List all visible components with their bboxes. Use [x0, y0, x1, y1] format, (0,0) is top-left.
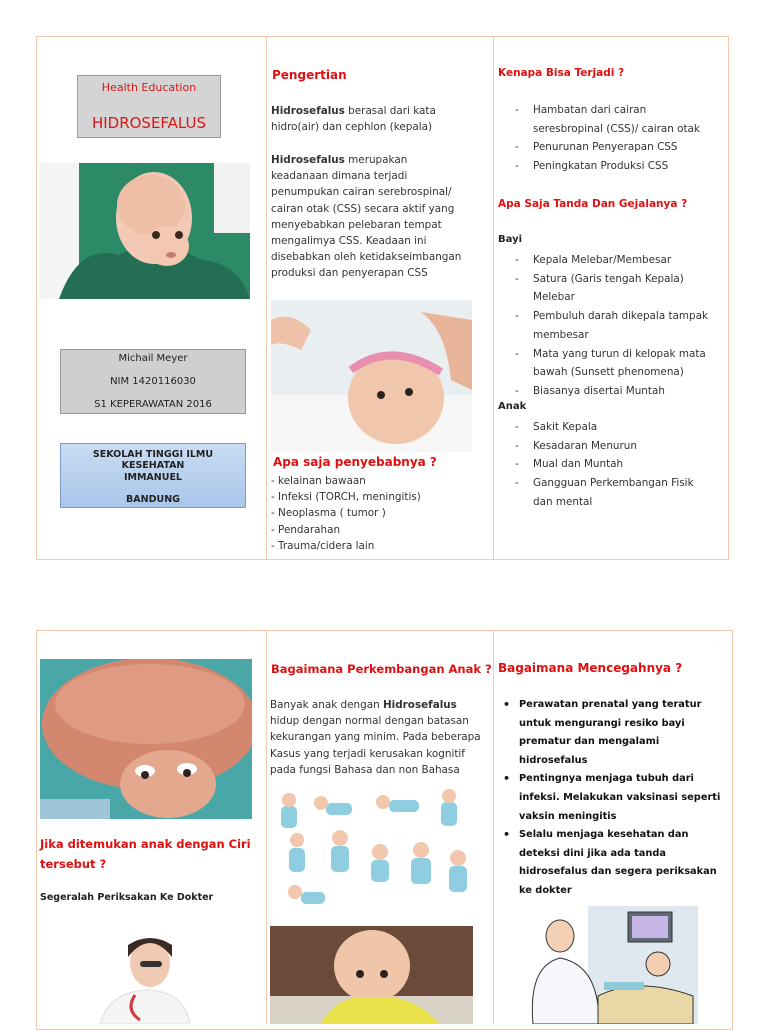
pengertian-p1-text: berasal dari kata hidro(air) dan cephlon (kepala) [271, 105, 436, 134]
baby-development-stages-photo [271, 788, 476, 913]
symptom-item: - Biasanya disertai Muntah [498, 382, 716, 401]
tanda-heading: Apa Saja Tanda Dan Gejalanya ? [498, 198, 688, 210]
school-line-3: BANDUNG [126, 494, 180, 505]
baby-head-exam-photo [271, 300, 472, 452]
anak-label: Anak [498, 401, 527, 412]
symptom-item: - Sakit Kepala [498, 418, 716, 437]
prevention-item: • Perawatan prenatal yang teratur untuk mengurangi resiko bayi prematur dan mengalami hidrosefalus [498, 696, 724, 770]
cause-item: - Pendarahan [271, 523, 341, 536]
mencegah-heading: Bagaimana Mencegahnya ? [498, 661, 683, 675]
reason-item: - Hambatan dari cairan seresbropinal (CSS)/ cairan otak [498, 101, 716, 138]
ultrasound-illustration [518, 906, 698, 1024]
prevention-item: • Pentingnya menjaga tubuh dari infeksi. Melakukan vaksinasi seperti vaksin meningitis [498, 770, 724, 826]
symptom-item: - Pembuluh darah dikepala tampak membesar [498, 307, 716, 344]
symptom-item: - Kesadaran Menurun [498, 437, 716, 456]
pengertian-heading: Pengertian [272, 68, 347, 82]
kenapa-heading: Kenapa Bisa Terjadi ? [498, 67, 625, 79]
school-line-1: SEKOLAH TINGGI ILMU KESEHATAN [92, 449, 214, 471]
school-line-2: IMMANUEL [123, 472, 182, 483]
cause-item: - Trauma/cidera lain [271, 539, 375, 552]
baby-hydrocephalus-photo [39, 163, 250, 299]
prevention-list [498, 696, 724, 901]
pengertian-p1-bold: Hidrosefalus [271, 105, 345, 117]
school-box [60, 443, 246, 508]
perkembangan-paragraph [270, 697, 488, 778]
prevention-item: • Selalu menjaga kesehatan dan deteksi dini jika ada tanda hidrosefalus dan segera periksakan ke dokter [498, 826, 724, 900]
penyebab-heading: Apa saja penyebabnya ? [273, 455, 437, 469]
doctor-photo [80, 935, 190, 1024]
student-info-box [60, 349, 246, 414]
symptom-item: - Kepala Melebar/Membesar [498, 251, 716, 270]
cause-item: - Neoplasma ( tumor ) [271, 507, 386, 520]
reasons-list [498, 101, 716, 176]
cause-item: - kelainan bawaan [271, 475, 366, 487]
perkembangan-text-2: hidup dengan normal dengan batasan kekurangan yang minim. Pada beberapa Kasus yang terjadi kerusakan kognitif pada fungsi Bahasa dan non Bahasa [270, 715, 481, 776]
title-box-subtitle: Health Education [101, 81, 197, 94]
perkembangan-heading: Bagaimana Perkembangan Anak ? [271, 662, 492, 676]
advice-text: Segeralah Periksakan Ke Dokter [40, 892, 214, 903]
symptom-item: - Satura (Garis tengah Kepala) Melebar [498, 270, 716, 307]
title-box-title: HIDROSEFALUS [91, 114, 207, 132]
bayi-symptoms-list [498, 251, 716, 401]
page-1-divider-1 [266, 36, 267, 560]
student-program: S1 KEPERAWATAN 2016 [94, 399, 212, 410]
reason-item: - Peningkatan Produksi CSS [498, 157, 716, 176]
symptom-item: - Mual dan Muntah [498, 455, 716, 474]
jika-heading: Jika ditemukan anak dengan Ciri tersebut ? [40, 837, 251, 871]
title-box [77, 75, 221, 138]
page-2-divider-1 [266, 630, 267, 1024]
penyebab-list [271, 473, 466, 554]
bayi-label: Bayi [498, 234, 523, 245]
symptom-item: - Mata yang turun di kelopak mata bawah (Sunsett phenomena) [498, 345, 716, 382]
pengertian-paragraph-2 [271, 152, 466, 282]
anak-symptoms-list [498, 418, 716, 512]
perkembangan-bold: Hidrosefalus [382, 699, 457, 711]
pengertian-p2-text: merupakan keadanaan dimana terjadi penumpukan cairan serebrospinal/ cairan otak (CSS) secara aktif yang menyebabkan pelebaran tempat mengalimya CSS. Keadaan ini disebabkan oleh ketidakseimbangan produksi dan penyerapan CSS [271, 154, 462, 280]
child-large-head-photo [40, 659, 252, 819]
pengertian-paragraph-1 [271, 103, 466, 135]
perkembangan-text-1: Banyak anak dengan [270, 699, 383, 711]
page-2-divider-2 [493, 630, 494, 1024]
student-nim: NIM 1420116030 [110, 376, 196, 387]
page-1-divider-2 [493, 36, 494, 560]
cause-item: - Infeksi (TORCH, meningitis) [271, 491, 421, 504]
pengertian-p2-bold: Hidrosefalus [271, 154, 345, 166]
symptom-item: - Gangguan Perkembangan Fisik dan mental [498, 474, 716, 511]
reason-item: - Penurunan Penyerapan CSS [498, 138, 716, 157]
baby-hydrocephalus-photo-2 [270, 926, 473, 1024]
student-name: Michail Meyer [118, 353, 188, 364]
